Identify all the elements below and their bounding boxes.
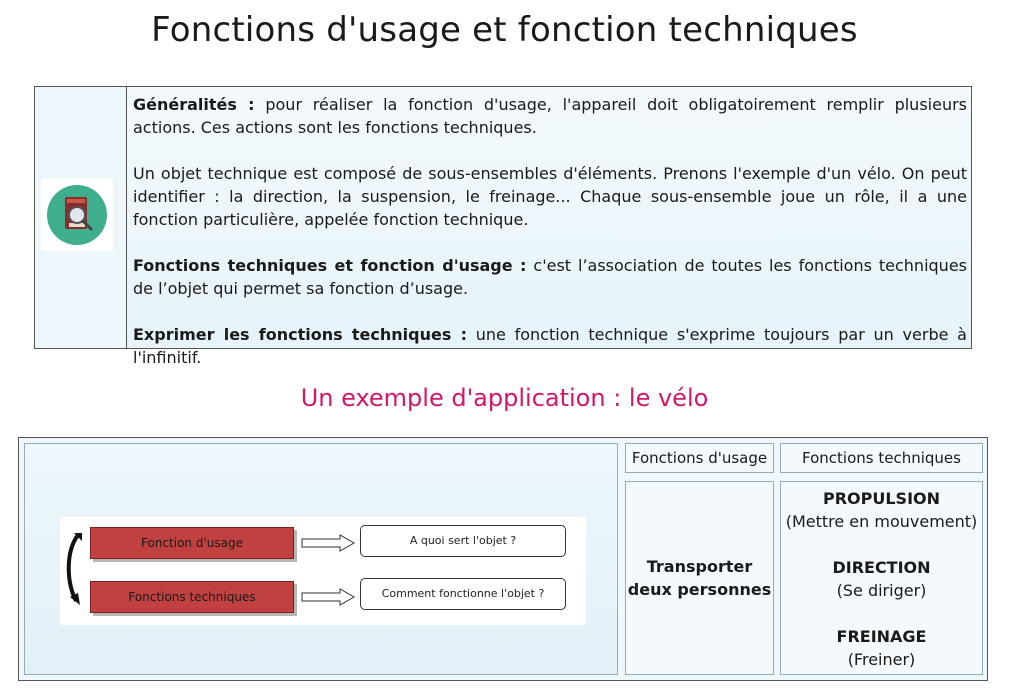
fonctions-techniques-box: Fonctions techniques: [90, 581, 294, 613]
curved-arrow-icon: [64, 531, 84, 611]
usage-line: Transporter: [646, 557, 753, 576]
info-paragraph-association: [133, 254, 967, 300]
example-text: Un objet technique est composé de sous-ensembles d'éléments. Prenons l'exemple d'un vélo. On peut identifier : la direction, la suspension, le freinage... Chaque sous-ensemble joue un rôle, il a une fonction particulière, appelée fonction technique.: [133, 164, 967, 229]
generalites-text: pour réaliser la fonction d'usage, l'appareil doit obligatoirement remplir plusieurs actions. Ces actions sont les fonctions techniques.: [133, 95, 968, 137]
tech-desc: (Freiner): [847, 650, 916, 669]
info-icon-cell: [35, 87, 127, 348]
section-subtitle: Un exemple d'application : le vélo: [300, 384, 709, 412]
exprimer-label: Exprimer les fonctions techniques :: [133, 325, 467, 344]
header-fonctions-techniques: Fonctions techniques: [780, 443, 983, 473]
usage-line: deux personnes: [627, 580, 772, 599]
info-paragraph-generalites: [133, 93, 967, 139]
tech-name: DIRECTION: [832, 558, 931, 577]
info-box: [34, 86, 972, 367]
usage-value: [628, 555, 771, 601]
tech-name: FREINAGE: [836, 627, 927, 646]
info-paragraph-example: [133, 162, 967, 231]
arrow-right-icon: [300, 533, 356, 553]
association-text: c'est l’association de toutes les fonctions techniques de l’objet qui permet sa fonction d’usage.: [133, 256, 967, 298]
tech-item-propulsion: [781, 487, 982, 533]
tech-desc: (Se diriger): [836, 581, 927, 600]
tech-cell: [780, 481, 983, 675]
page-title: Fonctions d'usage et fonction techniques: [151, 10, 858, 50]
arrow-right-icon: [300, 587, 356, 607]
exprimer-text: une fonction technique s'exprime toujours par un verbe à l'infinitif.: [133, 325, 967, 367]
info-paragraph-exprimer: [133, 323, 967, 369]
generalites-label: Généralités :: [133, 95, 255, 114]
diagram-image: [60, 517, 586, 625]
tech-item-direction: [781, 556, 982, 602]
tech-name: PROPULSION: [822, 489, 941, 508]
question-usage-box: A quoi sert l'objet ?: [360, 525, 566, 557]
tech-item-freinage: [781, 625, 982, 671]
question-tech-box: Comment fonctionne l'objet ?: [360, 578, 566, 610]
magnifier-book-icon: [41, 179, 113, 251]
association-label: Fonctions techniques et fonction d'usage :: [133, 256, 527, 275]
header-fonctions-usage: Fonctions d'usage: [625, 443, 774, 473]
diagram-panel: [24, 443, 618, 675]
info-text: [127, 87, 971, 367]
usage-cell: [625, 481, 774, 675]
tech-desc: (Mettre en mouvement): [785, 512, 978, 531]
example-panel: [18, 437, 988, 681]
fonction-usage-box: Fonction d'usage: [90, 527, 294, 559]
